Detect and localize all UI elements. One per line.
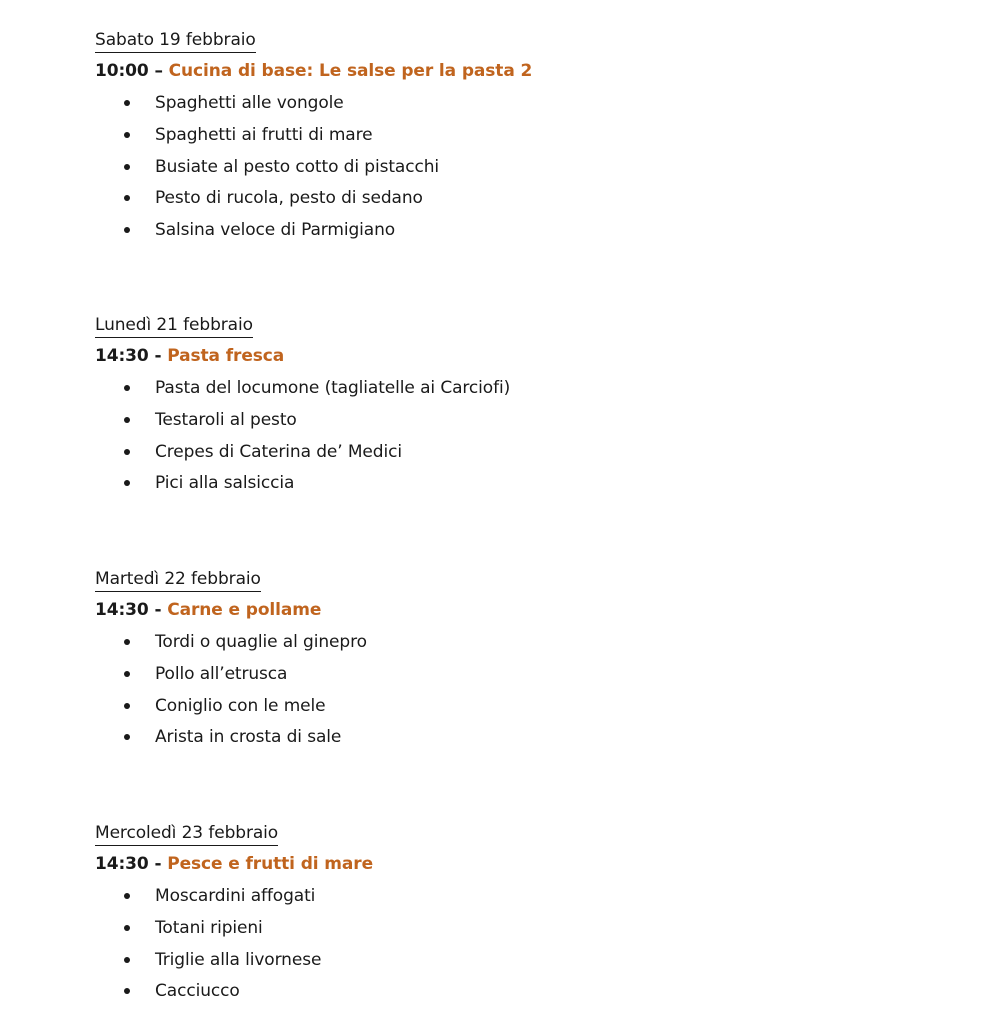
bullet-icon <box>124 639 130 645</box>
list-item-text: Triglie alla livornese <box>155 949 322 970</box>
day-section <box>95 822 955 1012</box>
bullet-icon <box>124 893 130 899</box>
bullet-icon <box>124 480 130 486</box>
list-item-text: Busiate al pesto cotto di pistacchi <box>155 156 440 177</box>
heading-separator: - <box>154 600 168 620</box>
day-section <box>95 29 955 251</box>
bullet-icon <box>124 132 130 138</box>
list-item <box>95 441 955 473</box>
heading-separator: – <box>154 61 169 81</box>
bullet-icon <box>124 195 130 201</box>
session-title: Pesce e frutti di mare <box>167 854 374 874</box>
session-time: 14:30 <box>95 854 149 874</box>
list-item-text: Totani ripieni <box>155 917 263 938</box>
recipe-list <box>95 92 955 251</box>
list-item-text: Arista in crosta di sale <box>155 727 342 748</box>
section-heading <box>95 599 955 621</box>
bullet-icon <box>124 449 130 455</box>
list-item <box>95 663 955 695</box>
section-date: Lunedì 21 febbraio <box>95 314 253 338</box>
list-item <box>95 124 955 156</box>
list-item-text: Coniglio con le mele <box>155 695 326 716</box>
list-item-text: Salsina veloce di Parmigiano <box>155 220 396 241</box>
section-heading <box>95 60 955 82</box>
session-title: Carne e pollame <box>167 600 322 620</box>
list-item <box>95 92 955 124</box>
list-item-text: Pollo all’etrusca <box>155 663 288 684</box>
bullet-icon <box>124 100 130 106</box>
list-item-text: Pesto di rucola, pesto di sedano <box>155 188 423 209</box>
bullet-icon <box>124 957 130 963</box>
section-date: Martedì 22 febbraio <box>95 568 261 592</box>
day-section <box>95 314 955 504</box>
session-time: 10:00 <box>95 61 149 81</box>
section-date: Mercoledì 23 febbraio <box>95 822 278 846</box>
session-title: Pasta fresca <box>167 346 285 366</box>
section-date: Sabato 19 febbraio <box>95 29 256 53</box>
list-item-text: Spaghetti ai frutti di mare <box>155 124 373 145</box>
list-item <box>95 156 955 188</box>
session-title: Cucina di base: Le salse per la pasta 2 <box>168 61 533 81</box>
list-item <box>95 726 955 758</box>
bullet-icon <box>124 385 130 391</box>
section-heading <box>95 853 955 875</box>
bullet-icon <box>124 703 130 709</box>
heading-separator: - <box>154 346 168 366</box>
list-item-text: Cacciucco <box>155 981 240 1002</box>
bullet-icon <box>124 417 130 423</box>
list-item <box>95 377 955 409</box>
list-item-text: Moscardini affogati <box>155 886 316 906</box>
list-item <box>95 885 955 917</box>
list-item-text: Crepes di Caterina de’ Medici <box>155 441 402 462</box>
heading-separator: - <box>154 854 168 874</box>
list-item-text: Pici alla salsiccia <box>155 473 295 494</box>
recipe-list <box>95 885 955 1012</box>
list-item-text: Pasta del locumone (tagliatelle ai Carciofi) <box>155 378 511 398</box>
list-item <box>95 219 955 251</box>
list-item <box>95 409 955 441</box>
list-item <box>95 695 955 727</box>
bullet-icon <box>124 734 130 740</box>
bullet-icon <box>124 988 130 994</box>
list-item-text: Spaghetti alle vongole <box>155 93 344 113</box>
session-time: 14:30 <box>95 346 149 366</box>
bullet-icon <box>124 164 130 170</box>
section-heading <box>95 345 955 367</box>
list-item <box>95 187 955 219</box>
bullet-icon <box>124 671 130 677</box>
list-item <box>95 949 955 981</box>
bullet-icon <box>124 925 130 931</box>
session-time: 14:30 <box>95 600 149 620</box>
recipe-list <box>95 377 955 504</box>
list-item <box>95 631 955 663</box>
recipe-list <box>95 631 955 758</box>
list-item <box>95 917 955 949</box>
day-section <box>95 568 955 758</box>
list-item-text: Testaroli al pesto <box>155 409 297 430</box>
list-item-text: Tordi o quaglie al ginepro <box>155 632 367 652</box>
list-item <box>95 472 955 504</box>
bullet-icon <box>124 227 130 233</box>
list-item <box>95 980 955 1012</box>
